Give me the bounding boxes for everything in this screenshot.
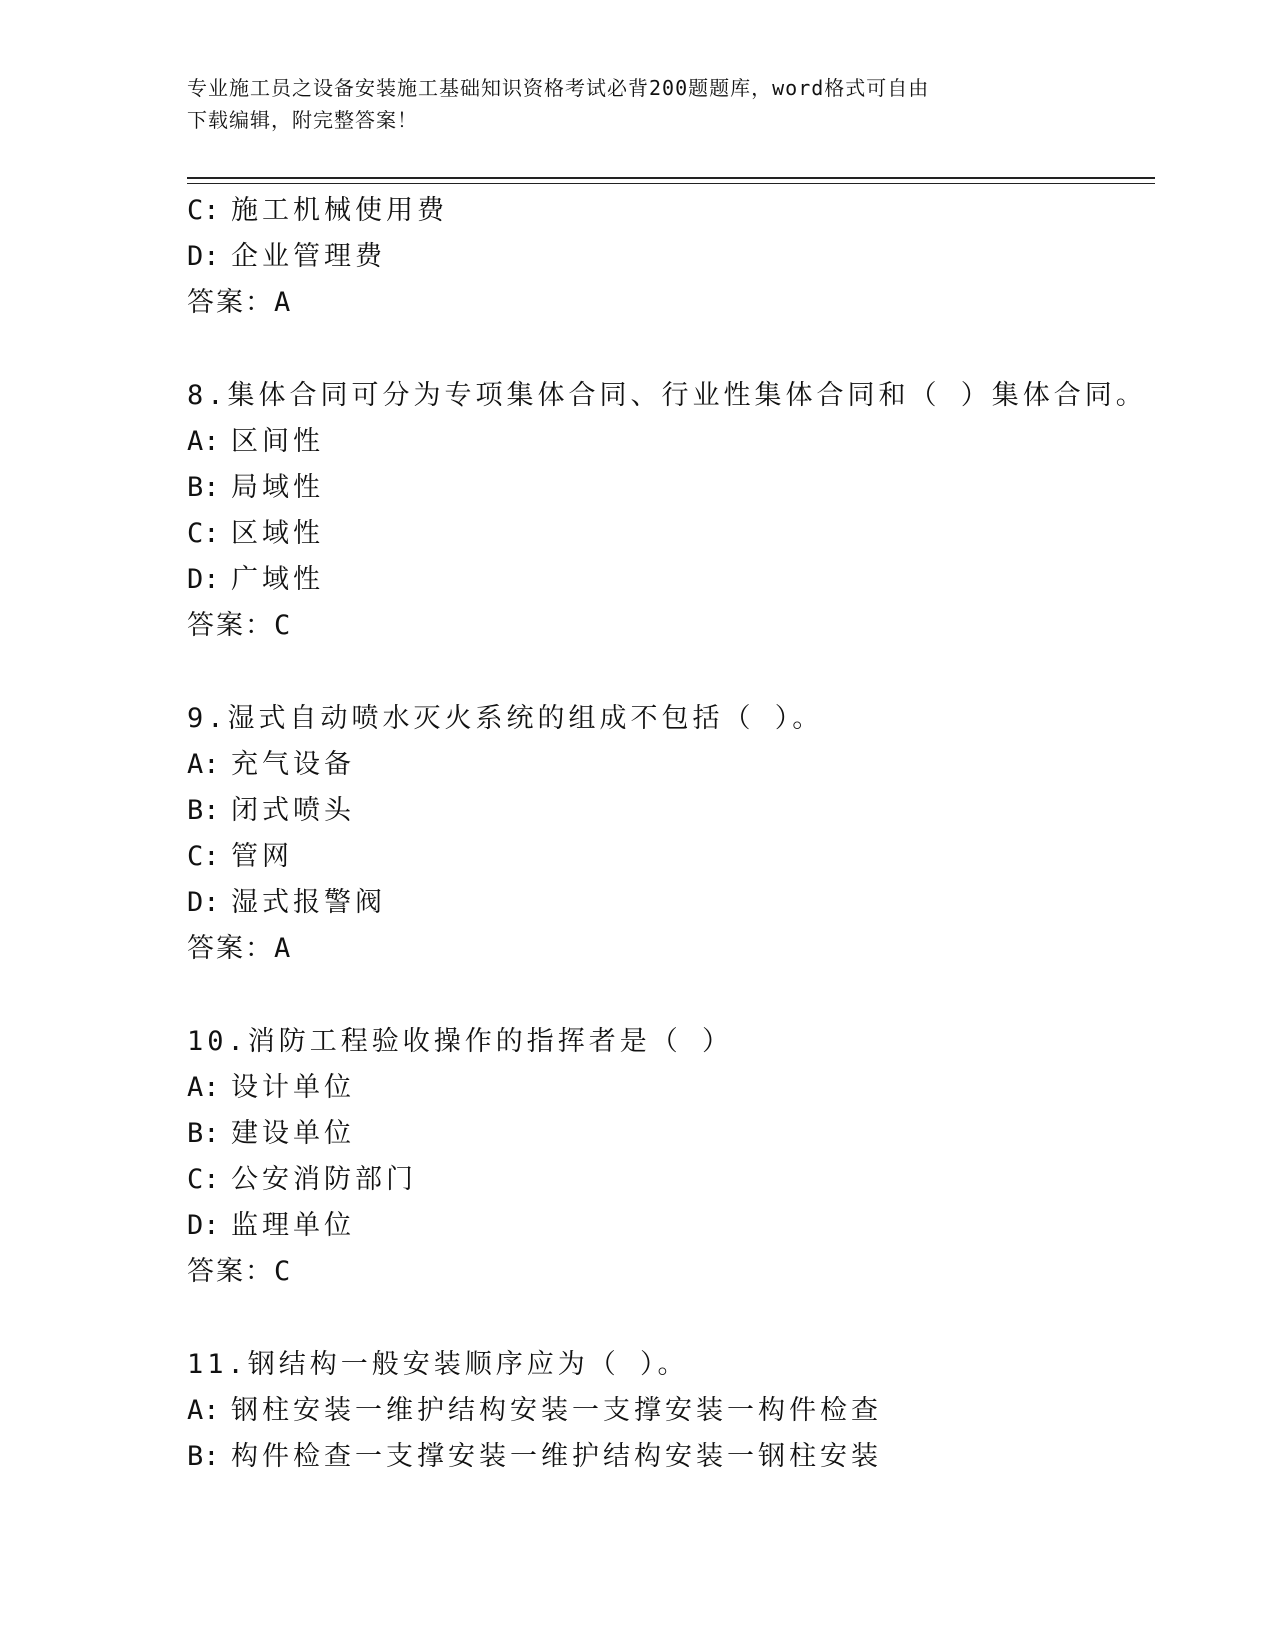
question-stem: 11.钢结构一般安装顺序应为（ ）。 [187, 1349, 689, 1380]
option-a: A: 区间性 [187, 426, 324, 457]
header-line-1: 专业施工员之设备安装施工基础知识资格考试必背200题题库，word格式可自由 [187, 76, 930, 100]
question-stem: 10.消防工程验收操作的指挥者是（ ） [187, 1026, 734, 1057]
option-c: C: 区域性 [187, 518, 324, 549]
header-rule-thin [187, 183, 1155, 184]
option-d: D: 监理单位 [187, 1210, 355, 1241]
document-header [187, 72, 1087, 136]
option-d: D: 企业管理费 [187, 241, 386, 272]
question-11 [187, 1342, 1147, 1480]
question-list [187, 188, 1147, 1480]
question-stem: 9.湿式自动喷水灭火系统的组成不包括（ ）。 [187, 703, 824, 734]
answer: 答案：C [187, 1256, 293, 1287]
option-b: B: 构件检查一支撑安装一维护结构安装一钢柱安装 [187, 1441, 882, 1472]
option-c: C: 公安消防部门 [187, 1164, 417, 1195]
option-b: B: 建设单位 [187, 1118, 355, 1149]
answer: 答案：A [187, 287, 293, 318]
header-rule-thick [187, 177, 1155, 179]
answer: 答案：C [187, 610, 293, 641]
question-10 [187, 1019, 1147, 1295]
option-a: A: 设计单位 [187, 1072, 355, 1103]
answer: 答案：A [187, 933, 293, 964]
question-9 [187, 696, 1147, 972]
option-b: B: 局域性 [187, 472, 324, 503]
option-d: D: 湿式报警阀 [187, 887, 386, 918]
question-fragment [187, 188, 1147, 326]
option-c: C: 施工机械使用费 [187, 195, 448, 226]
question-8 [187, 373, 1147, 649]
question-stem: 8.集体合同可分为专项集体合同、行业性集体合同和（ ）集体合同。 [187, 380, 1147, 411]
option-a: A: 钢柱安装一维护结构安装一支撑安装一构件检查 [187, 1395, 882, 1426]
option-b: B: 闭式喷头 [187, 795, 355, 826]
option-d: D: 广域性 [187, 564, 324, 595]
header-line-2: 下载编辑，附完整答案！ [187, 108, 418, 132]
option-a: A: 充气设备 [187, 749, 355, 780]
option-c: C: 管网 [187, 841, 293, 872]
